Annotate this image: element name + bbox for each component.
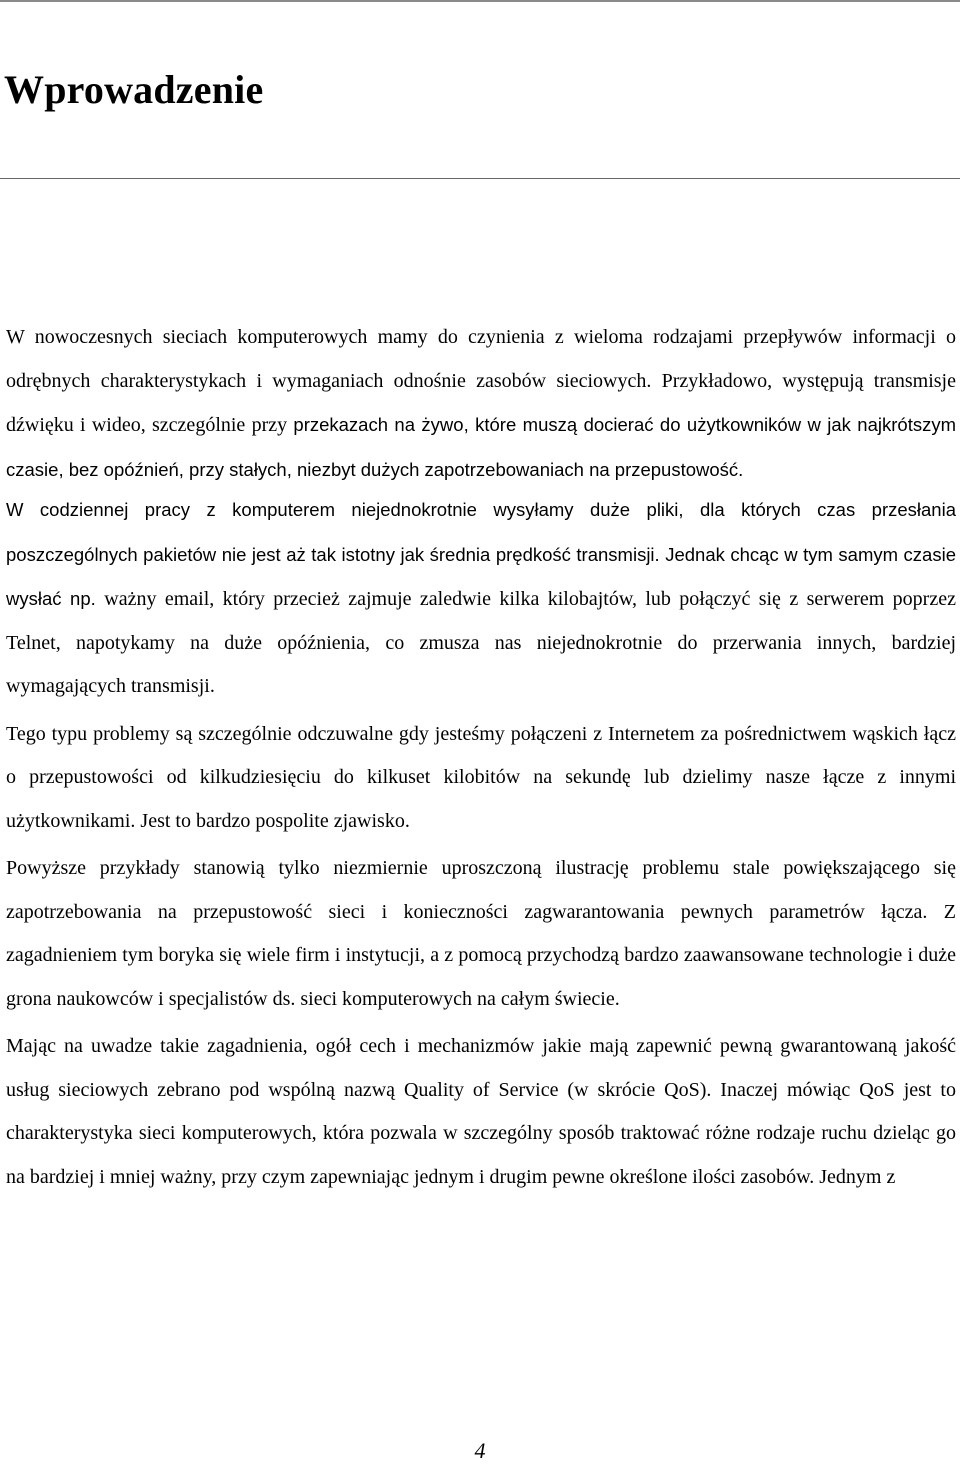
- paragraph-2-part-1: W codziennej pracy z komputerem niejednokrotnie wysyłamy duże pliki, dla których czas przesłania poszczególnych pakietów nie jest aż tak istotny jak średnia prędkość transmisji. Jednak chcąc w tym samym czasie wysłać np.: [6, 499, 956, 609]
- paragraph-1-part-1: W nowoczesnych sieciach komputerowych mamy do czynienia z wieloma rodzajami przepływów informacji o odrębnych charakterystykach i wymaganiach odnośnie zasobów sieciowych. Przykładowo, występują transmisje dźwięku i wideo, szczególnie przy: [6, 326, 956, 436]
- paragraph-3: Tego typu problemy są szczególnie odczuwalne gdy jesteśmy połączeni z Internetem za pośrednictwem wąskich łącz o przepustowości od kilkudziesięciu do kilkuset kilobitów na sekundę lub dzielimy nasze łącze z innymi użytkownikami. Jest to bardzo pospolite zjawisko.: [6, 722, 956, 832]
- page-number: 4: [474, 1438, 486, 1463]
- paragraph-5: Mając na uwadze takie zagadnienia, ogół cech i mechanizmów jakie mają zapewnić pewną gwarantowaną jakość usług sieciowych zebrano pod wspólną nazwą Quality of Service (w skrócie QoS). Inaczej mówiąc QoS jest to charakterystyka sieci komputerowych, która pozwala w szczególny sposób traktować różne rodzaje ruchu dzieląc go na bardziej i mniej ważny, przy czym zapewniając jednym i drugim pewne określone ilości zasobów. Jednym z: [6, 1035, 956, 1188]
- paragraph-1: [6, 316, 956, 492]
- paragraph-1-part-2: przekazach na żywo, które muszą docierać do użytkowników w jak najkrótszym czasie, bez opóźnień, przy stałych, niezbyt dużych zapotrzebowaniach na przepustowość.: [6, 414, 956, 480]
- paragraph-2: [6, 488, 956, 709]
- top-border-line: [0, 0, 960, 2]
- paragraph-4: Powyższe przykłady stanowią tylko niezmiernie uproszczoną ilustrację problemu stale powiększającego się zapotrzebowania na przepustowość sieci i konieczności zagwarantowania pewnych parametrów łącza. Z zagadnieniem tym boryka się wiele firm i instytucji, a z pomocą przychodzą bardzo zaawansowane technologie i duże grona naukowców i specjalistów ds. sieci komputerowych na całym świecie.: [6, 857, 956, 1010]
- body-text: [6, 316, 956, 1199]
- paragraph-2-part-2: ważny email, który przecież zajmuje zaledwie kilka kilobajtów, lub połączyć się z serwerem poprzez Telnet, napotykamy na duże opóźnienia, co zmusza nas niejednokrotnie do przerwania innych, bardziej wymagających transmisji.: [6, 588, 956, 697]
- heading-divider: [0, 178, 960, 179]
- chapter-heading: Wprowadzenie: [4, 67, 264, 112]
